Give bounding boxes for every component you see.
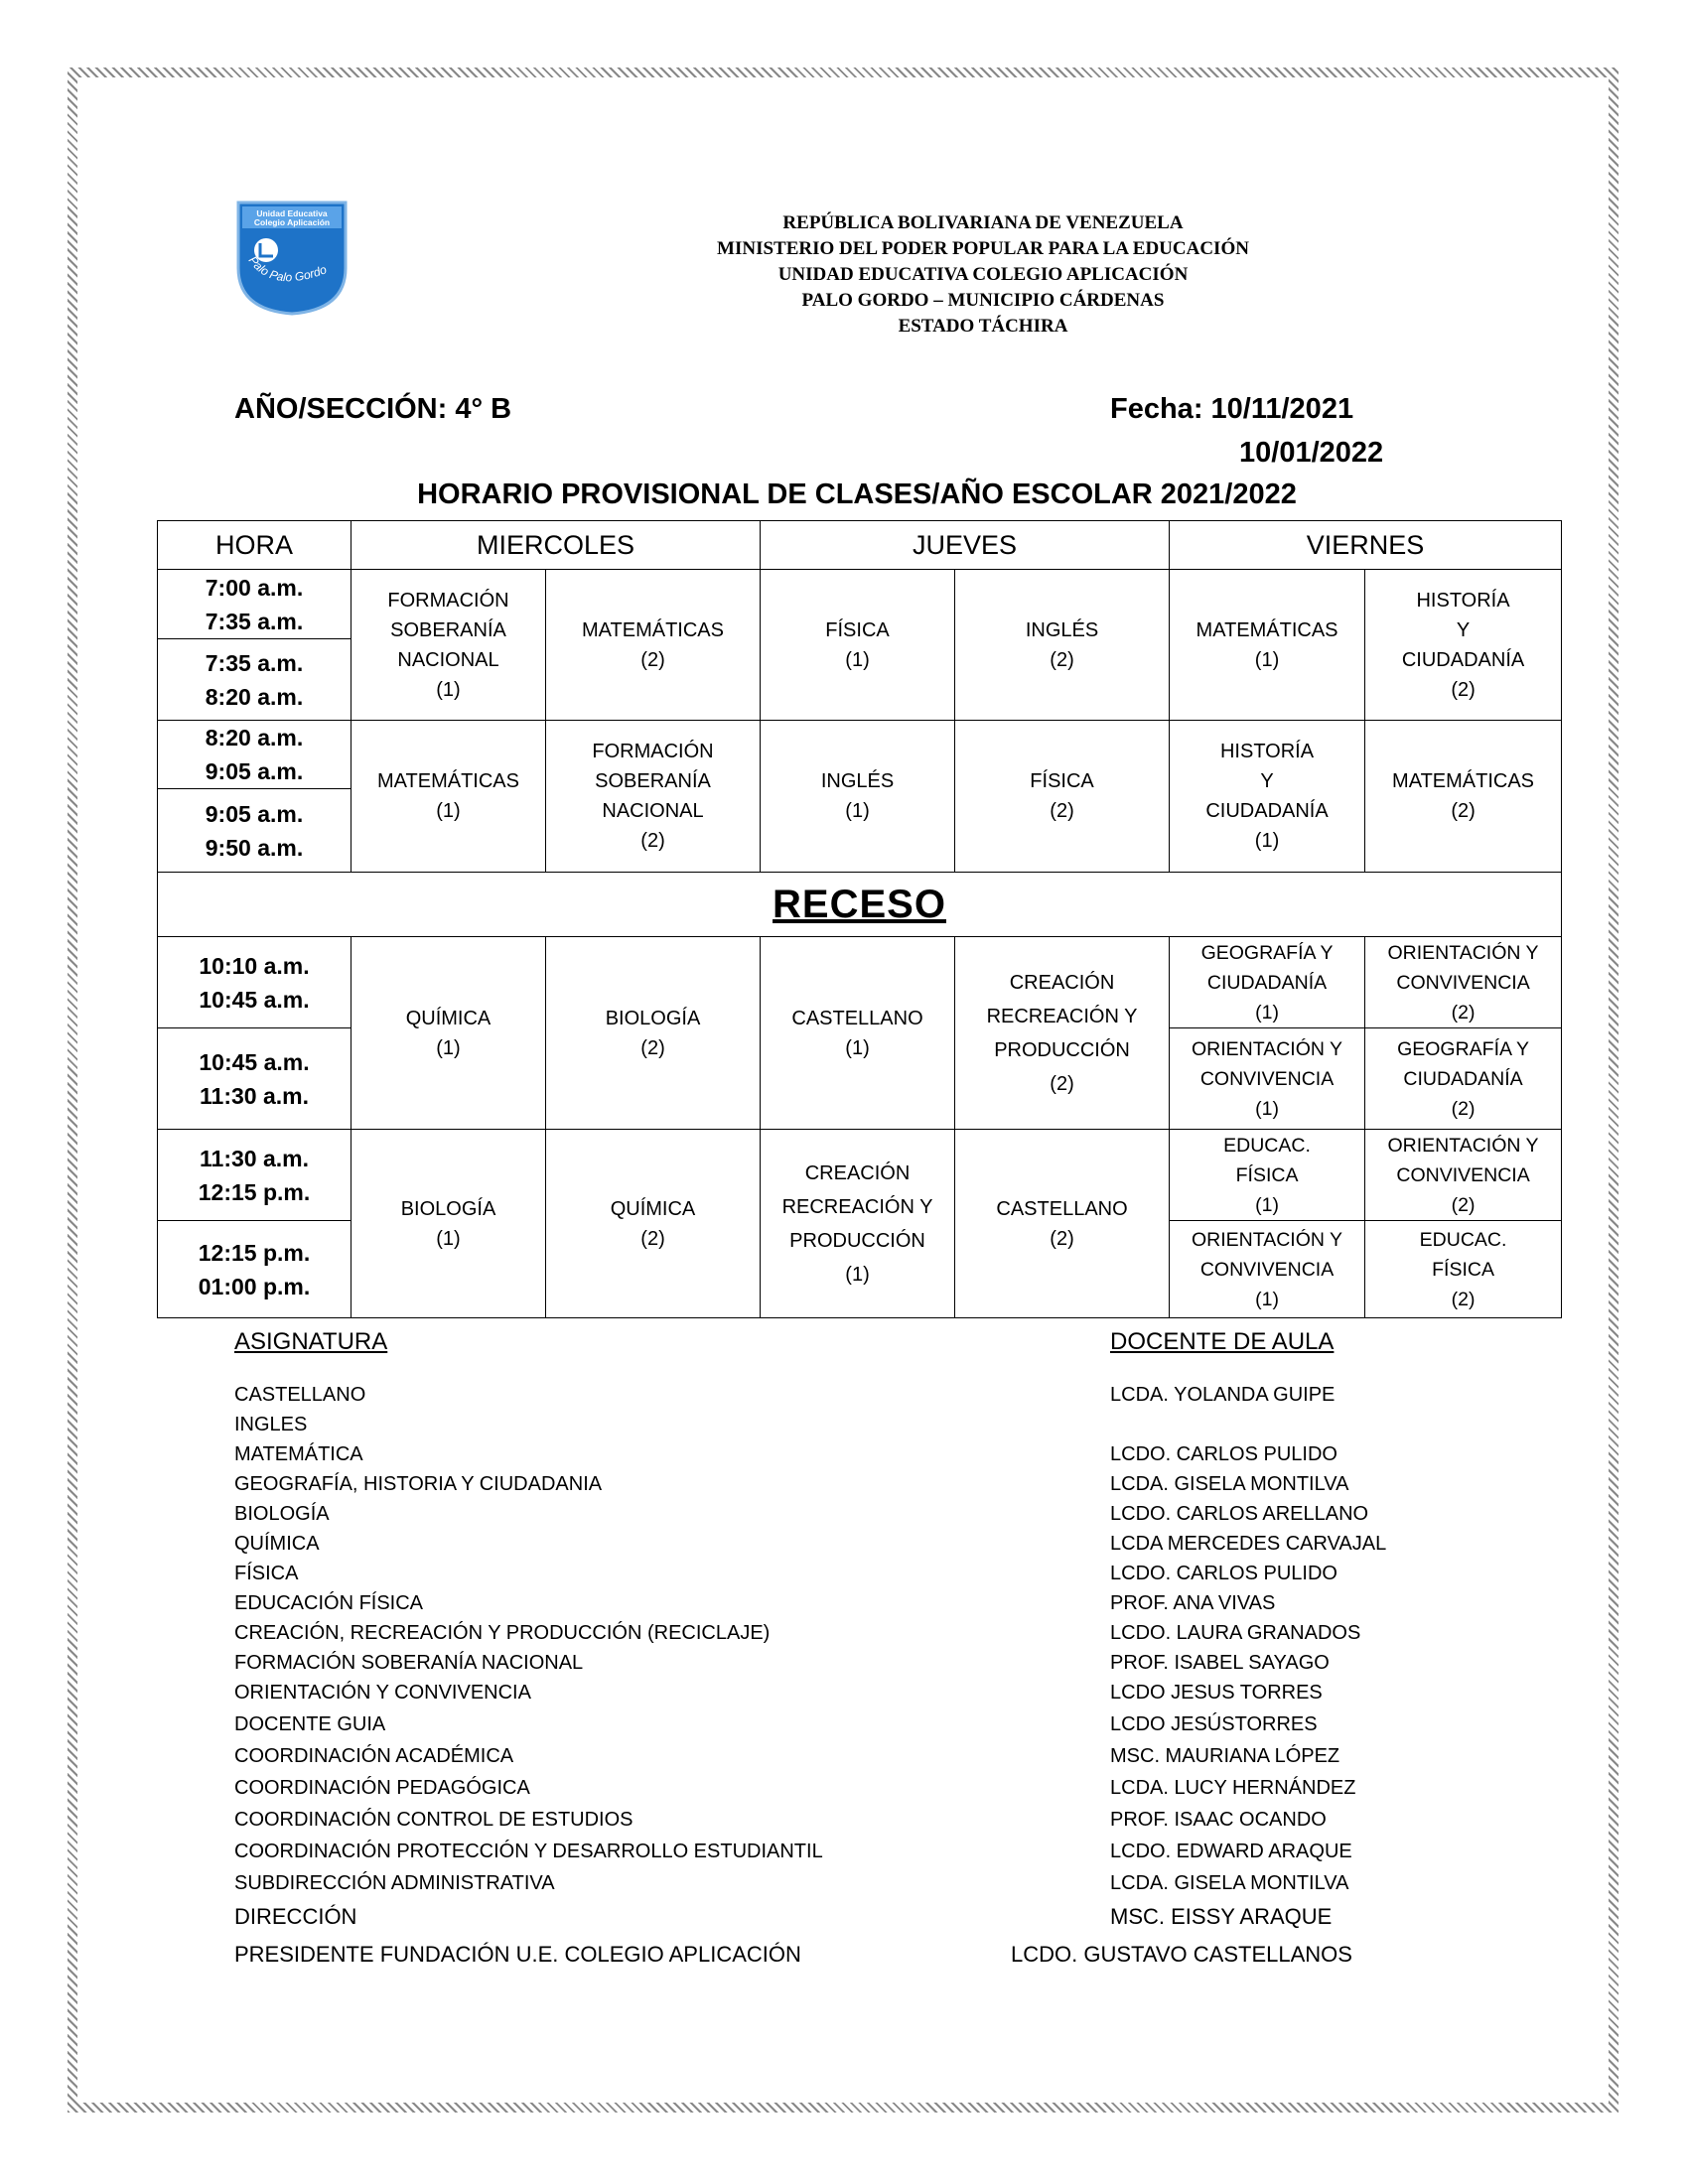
subject-header: ASIGNATURA: [234, 1328, 388, 1355]
subject-cell: MATEMÁTICAS (2): [1365, 721, 1562, 873]
time-cell: 12:15 p.m. 01:00 p.m.: [158, 1221, 352, 1318]
date-second: 10/01/2022: [1239, 437, 1384, 469]
time-cell: 8:20 a.m. 9:05 a.m.: [158, 721, 352, 789]
logo-text-arc: Palo Palo Gordo: [245, 253, 329, 285]
schedule-row: [158, 937, 1562, 1028]
subject-cell: GEOGRAFÍA Y CIUDADANÍA (2): [1365, 1028, 1562, 1130]
subject-cell: MATEMÁTICAS (1): [352, 721, 546, 873]
subject-name: COORDINACIÓN ACADÉMICA: [234, 1745, 514, 1767]
subject-cell: MATEMÁTICAS (1): [1170, 570, 1365, 721]
teacher-name: PROF. ANA VIVAS: [1110, 1592, 1276, 1614]
school-logo: [234, 199, 350, 316]
subject-cell: CREACIÓN RECREACIÓN Y PRODUCCIÓN (2): [955, 937, 1170, 1130]
teacher-name: LCDO. CARLOS ARELLANO: [1110, 1503, 1369, 1525]
teacher-name: LCDA MERCEDES CARVAJAL: [1110, 1533, 1387, 1555]
subject-cell: CASTELLANO (1): [761, 937, 955, 1130]
subject-name: DOCENTE GUIA: [234, 1713, 386, 1735]
time-cell: 10:45 a.m. 11:30 a.m.: [158, 1028, 352, 1130]
subject-name: SUBDIRECCIÓN ADMINISTRATIVA: [234, 1872, 555, 1894]
logo-text-top: Unidad Educativa: [256, 208, 328, 218]
subject-name: BIOLOGÍA: [234, 1503, 330, 1525]
subject-name: INGLES: [234, 1414, 308, 1435]
date-label: Fecha: 10/11/2021: [1110, 393, 1354, 425]
schedule-title: HORARIO PROVISIONAL DE CLASES/AÑO ESCOLAR 2021/2022: [417, 478, 1297, 510]
subject-name: COORDINACIÓN PEDAGÓGICA: [234, 1777, 530, 1799]
section-label: AÑO/SECCIÓN: 4° B: [234, 393, 512, 425]
subject-cell: INGLÉS (1): [761, 721, 955, 873]
schedule-table: [157, 520, 1562, 1318]
schedule-row: [158, 721, 1562, 789]
subject-cell: GEOGRAFÍA Y CIUDADANÍA (1): [1170, 937, 1365, 1028]
teacher-name: LCDO JESÚSTORRES: [1110, 1713, 1318, 1735]
subject-cell: QUÍMICA (1): [352, 937, 546, 1130]
teacher-name: LCDA. YOLANDA GUIPE: [1110, 1384, 1336, 1406]
subject-name: FORMACIÓN SOBERANÍA NACIONAL: [234, 1652, 584, 1674]
recess-row: [158, 873, 1562, 937]
subject-cell: FORMACIÓN SOBERANÍA NACIONAL (2): [546, 721, 761, 873]
subject-name: COORDINACIÓN CONTROL DE ESTUDIOS: [234, 1809, 633, 1831]
subject-name: MATEMÁTICA: [234, 1443, 363, 1465]
letterhead-line: MINISTERIO DEL PODER POPULAR PARA LA EDUCACIÓN: [717, 238, 1249, 259]
subject-cell: CASTELLANO (2): [955, 1130, 1170, 1318]
teacher-name: LCDO. CARLOS PULIDO: [1110, 1443, 1337, 1465]
logo-text-mid: Colegio Aplicación: [253, 217, 331, 227]
subject-cell: FÍSICA (1): [761, 570, 955, 721]
schedule-row: [158, 1130, 1562, 1221]
teacher-name: LCDO. LAURA GRANADOS: [1110, 1622, 1361, 1644]
subject-name: QUÍMICA: [234, 1533, 320, 1555]
teacher-name: LCDO JESUS TORRES: [1110, 1682, 1323, 1704]
subject-cell: INGLÉS (2): [955, 570, 1170, 721]
teacher-name: LCDA. GISELA MONTILVA: [1110, 1473, 1349, 1495]
subject-cell: EDUCAC. FÍSICA (2): [1365, 1221, 1562, 1318]
time-cell: 9:05 a.m. 9:50 a.m.: [158, 789, 352, 873]
subject-cell: CREACIÓN RECREACIÓN Y PRODUCCIÓN (1): [761, 1130, 955, 1318]
schedule-row: [158, 570, 1562, 639]
subject-name: DIRECCIÓN: [234, 1904, 357, 1929]
time-cell: 7:00 a.m. 7:35 a.m.: [158, 570, 352, 639]
subject-cell: FORMACIÓN SOBERANÍA NACIONAL (1): [352, 570, 546, 721]
subject-cell: ORIENTACIÓN Y CONVIVENCIA (1): [1170, 1028, 1365, 1130]
teacher-name: LCDA. GISELA MONTILVA: [1110, 1872, 1349, 1894]
subject-name: PRESIDENTE FUNDACIÓN U.E. COLEGIO APLICACIÓN: [234, 1942, 801, 1967]
header-day: VIERNES: [1170, 521, 1562, 570]
subject-cell: ORIENTACIÓN Y CONVIVENCIA (1): [1170, 1221, 1365, 1318]
letterhead-line: PALO GORDO – MUNICIPIO CÁRDENAS: [801, 290, 1165, 311]
letterhead-line: UNIDAD EDUCATIVA COLEGIO APLICACIÓN: [777, 264, 1189, 285]
subject-name: FÍSICA: [234, 1563, 299, 1584]
subject-name: CASTELLANO: [234, 1384, 366, 1406]
subject-cell: ORIENTACIÓN Y CONVIVENCIA (2): [1365, 1130, 1562, 1221]
header-row: [158, 521, 1562, 570]
subject-cell: FÍSICA (2): [955, 721, 1170, 873]
subject-name: CREACIÓN, RECREACIÓN Y PRODUCCIÓN (RECICLAJE): [234, 1622, 771, 1644]
teacher-name: PROF. ISAAC OCANDO: [1110, 1809, 1327, 1831]
subject-name: ORIENTACIÓN Y CONVIVENCIA: [234, 1682, 531, 1704]
teacher-header: DOCENTE DE AULA: [1110, 1328, 1335, 1355]
subject-cell: EDUCAC. FÍSICA (1): [1170, 1130, 1365, 1221]
header-day: MIERCOLES: [352, 521, 761, 570]
subject-cell: HISTORÍA Y CIUDADANÍA (2): [1365, 570, 1562, 721]
time-cell: 7:35 a.m. 8:20 a.m.: [158, 639, 352, 721]
recess-label: RECESO: [158, 873, 1562, 937]
teacher-name: LCDO. CARLOS PULIDO: [1110, 1563, 1337, 1584]
letterhead: [635, 210, 1331, 340]
letterhead-line: REPÚBLICA BOLIVARIANA DE VENEZUELA: [782, 212, 1184, 233]
time-cell: 10:10 a.m. 10:45 a.m.: [158, 937, 352, 1028]
subject-cell: HISTORÍA Y CIUDADANÍA (1): [1170, 721, 1365, 873]
subject-name: COORDINACIÓN PROTECCIÓN Y DESARROLLO ESTUDIANTIL: [234, 1841, 823, 1862]
teacher-name: MSC. EISSY ARAQUE: [1110, 1904, 1333, 1929]
subject-cell: BIOLOGÍA (2): [546, 937, 761, 1130]
header-day: JUEVES: [761, 521, 1170, 570]
teacher-name: LCDO. EDWARD ARAQUE: [1110, 1841, 1352, 1862]
subject-cell: ORIENTACIÓN Y CONVIVENCIA (2): [1365, 937, 1562, 1028]
subject-cell: MATEMÁTICAS (2): [546, 570, 761, 721]
teacher-name: MSC. MAURIANA LÓPEZ: [1110, 1745, 1340, 1767]
subject-name: EDUCACIÓN FÍSICA: [234, 1592, 424, 1614]
subject-cell: QUÍMICA (2): [546, 1130, 761, 1318]
teacher-name: LCDO. GUSTAVO CASTELLANOS: [1011, 1942, 1352, 1967]
time-cell: 11:30 a.m. 12:15 p.m.: [158, 1130, 352, 1221]
letterhead-line: ESTADO TÁCHIRA: [898, 316, 1068, 337]
teacher-name: LCDA. LUCY HERNÁNDEZ: [1110, 1777, 1356, 1799]
teacher-name: PROF. ISABEL SAYAGO: [1110, 1652, 1330, 1674]
subject-name: GEOGRAFÍA, HISTORIA Y CIUDADANIA: [234, 1473, 603, 1495]
header-hora: HORA: [158, 521, 352, 570]
subject-cell: BIOLOGÍA (1): [352, 1130, 546, 1318]
